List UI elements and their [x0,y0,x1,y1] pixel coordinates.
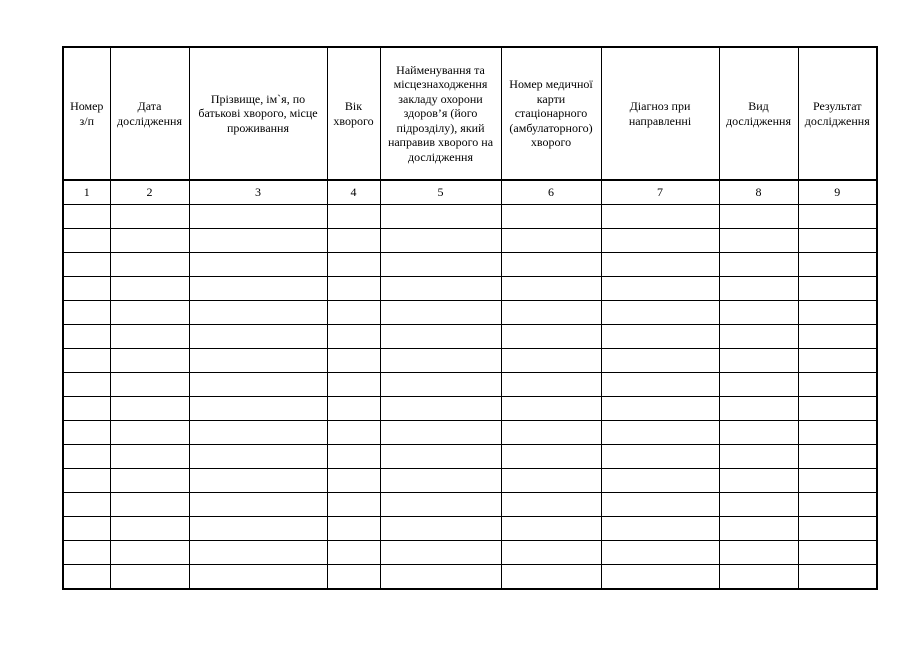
table-cell [327,445,380,469]
table-row [63,469,877,493]
table-cell [501,445,601,469]
table-cell [719,205,798,229]
table-cell [63,445,110,469]
table-cell [719,277,798,301]
table-cell [719,349,798,373]
table-cell [798,397,877,421]
table-cell [501,253,601,277]
table-cell [380,373,501,397]
table-row [63,397,877,421]
table-cell [189,493,327,517]
column-number-row [63,180,877,205]
table-cell [719,565,798,590]
table-cell [380,277,501,301]
table-cell [719,253,798,277]
table-cell [110,469,189,493]
table-cell [63,253,110,277]
table-cell [798,373,877,397]
table-cell [189,517,327,541]
table-cell [189,373,327,397]
table-cell [501,373,601,397]
table-cell [601,325,719,349]
table-cell [719,229,798,253]
table-cell [327,205,380,229]
table-row [63,445,877,469]
table-cell [380,421,501,445]
table-cell [380,445,501,469]
table-row [63,565,877,590]
table-cell [327,229,380,253]
examination-register-table [62,46,878,590]
table-cell [798,253,877,277]
table-cell [380,517,501,541]
header-medical-card-number: Номер медичної карти стаціонарного (амбулаторного) хворого [501,47,601,180]
table-cell [798,517,877,541]
table-cell [63,541,110,565]
table-cell [380,301,501,325]
table-cell [327,301,380,325]
table-cell [63,205,110,229]
table-cell [798,277,877,301]
table-cell [719,541,798,565]
table-cell [110,493,189,517]
table-cell [798,565,877,590]
table-cell [380,253,501,277]
table-cell [501,277,601,301]
table-cell [189,325,327,349]
table-cell [798,421,877,445]
table-cell [601,469,719,493]
table-cell [63,565,110,590]
table-cell [110,253,189,277]
table-cell [798,493,877,517]
table-cell [189,469,327,493]
header-exam-date: Дата дослідження [110,47,189,180]
table-cell [63,277,110,301]
table-cell [601,517,719,541]
table-cell [719,325,798,349]
table-cell [327,253,380,277]
column-number: 5 [380,180,501,205]
table-cell [189,229,327,253]
column-number: 9 [798,180,877,205]
table-cell [189,205,327,229]
table-row [63,301,877,325]
table-cell [189,277,327,301]
table-cell [380,229,501,253]
table-cell [601,277,719,301]
table-cell [63,349,110,373]
table-row [63,373,877,397]
header-exam-result: Результат дослідження [798,47,877,180]
header-patient-age: Вік хворого [327,47,380,180]
table-cell [501,397,601,421]
table-cell [110,349,189,373]
table-cell [110,541,189,565]
table-cell [601,301,719,325]
table-cell [110,325,189,349]
table-cell [719,469,798,493]
table-cell [327,349,380,373]
table-cell [798,469,877,493]
table-cell [601,253,719,277]
table-cell [501,349,601,373]
table-cell [110,445,189,469]
table-cell [63,469,110,493]
table-cell [601,373,719,397]
table-row [63,541,877,565]
table-cell [501,421,601,445]
register-body [63,205,877,590]
table-row [63,253,877,277]
table-cell [110,517,189,541]
table-cell [63,229,110,253]
table-cell [501,205,601,229]
table-cell [189,565,327,590]
header-referring-facility: Найменування та місцезнаходження закладу охорони здоров’я (його підрозділу), який направив хворого на дослідження [380,47,501,180]
column-number: 1 [63,180,110,205]
table-cell [327,493,380,517]
table-cell [380,397,501,421]
table-cell [380,565,501,590]
table-cell [327,277,380,301]
table-cell [719,445,798,469]
table-cell [501,469,601,493]
table-cell [189,421,327,445]
table-cell [798,445,877,469]
table-cell [501,517,601,541]
table-cell [189,445,327,469]
table-cell [110,229,189,253]
table-cell [110,397,189,421]
table-cell [327,397,380,421]
table-row [63,325,877,349]
table-row [63,493,877,517]
table-cell [501,301,601,325]
table-cell [719,421,798,445]
table-cell [501,541,601,565]
table-cell [601,445,719,469]
column-number: 4 [327,180,380,205]
column-number: 7 [601,180,719,205]
header-referral-diagnosis: Діагноз при направленні [601,47,719,180]
table-cell [63,421,110,445]
table-cell [189,301,327,325]
table-cell [110,421,189,445]
table-cell [719,373,798,397]
table-cell [63,301,110,325]
table-cell [601,421,719,445]
table-row [63,421,877,445]
table-cell [501,565,601,590]
table-cell [110,373,189,397]
table-cell [798,205,877,229]
table-cell [380,205,501,229]
table-cell [327,325,380,349]
header-patient-name-address: Прізвище, ім`я, по батькові хворого, місце проживання [189,47,327,180]
column-number: 3 [189,180,327,205]
table-cell [601,397,719,421]
column-number: 2 [110,180,189,205]
table-row [63,229,877,253]
table-cell [327,469,380,493]
table-cell [189,541,327,565]
table-cell [798,325,877,349]
table-cell [63,493,110,517]
table-cell [327,517,380,541]
table-row [63,205,877,229]
table-cell [189,397,327,421]
table-cell [601,229,719,253]
table-cell [501,493,601,517]
table-cell [63,373,110,397]
table-cell [63,397,110,421]
table-cell [798,349,877,373]
table-cell [189,253,327,277]
table-cell [601,565,719,590]
table-cell [601,205,719,229]
table-cell [501,229,601,253]
table-cell [327,373,380,397]
table-cell [327,565,380,590]
table-cell [380,493,501,517]
table-cell [601,349,719,373]
register-sheet [62,46,876,603]
table-row [63,277,877,301]
table-row [63,349,877,373]
table-cell [798,301,877,325]
table-cell [110,565,189,590]
table-cell [601,541,719,565]
table-cell [719,301,798,325]
table-cell [110,205,189,229]
table-row [63,517,877,541]
table-cell [798,229,877,253]
column-number: 8 [719,180,798,205]
table-cell [327,541,380,565]
table-cell [380,349,501,373]
table-cell [110,301,189,325]
table-cell [719,517,798,541]
header-number: Номер з/п [63,47,110,180]
table-cell [380,325,501,349]
header-exam-type: Вид дослідження [719,47,798,180]
table-cell [63,325,110,349]
table-cell [719,397,798,421]
table-cell [501,325,601,349]
table-cell [601,493,719,517]
table-cell [380,541,501,565]
table-cell [380,469,501,493]
table-cell [110,277,189,301]
table-cell [327,421,380,445]
table-cell [798,541,877,565]
table-cell [63,517,110,541]
table-cell [719,493,798,517]
table-cell [189,349,327,373]
header-row [63,47,877,180]
column-number: 6 [501,180,601,205]
